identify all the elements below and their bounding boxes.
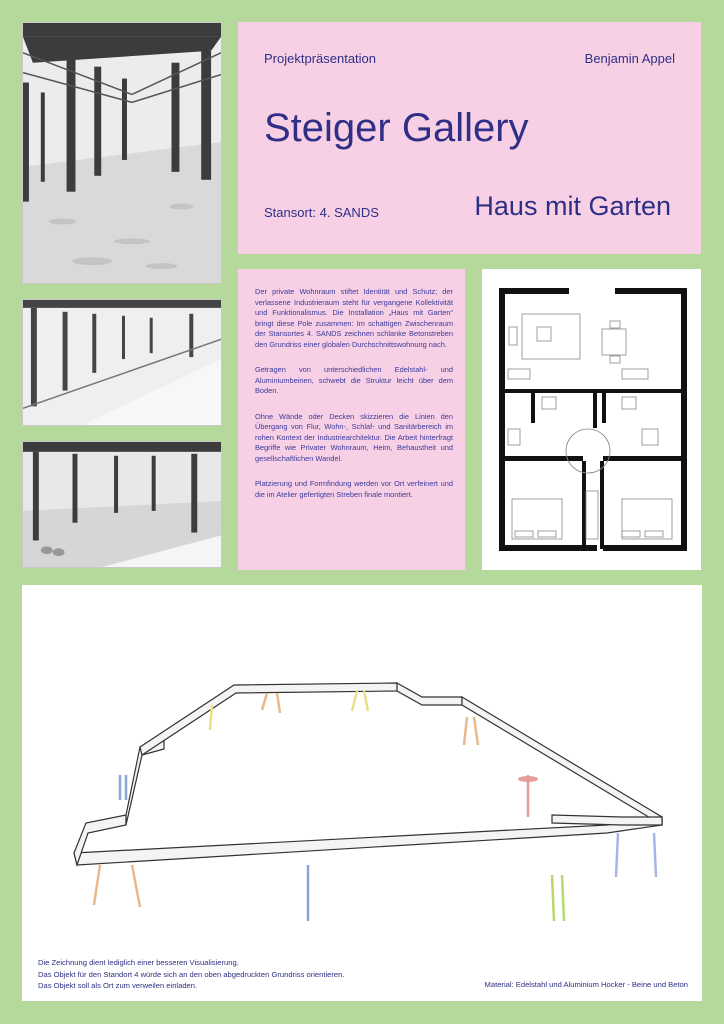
material-note: Material: Edelstahl und Aluminium Hocker - Beine und Beton: [484, 980, 688, 989]
floor-plan-drawing: [482, 269, 701, 570]
description-paragraph: Getragen von unterschiedlichen Edelstahl- und Aluminiumbeinen, schwebt die Struktur leicht über dem Boden.: [255, 365, 453, 395]
description-paragraph: Ohne Wände oder Decken skizzieren die Linien den Übergang von Flur, Wohn-, Schlaf- und Sanitärbereich im rohen Kontext der Industriearchitektur. Die Arbeit hinterfragt Begriffe wie Privater Wohnraum, Heim, Behaustheit und gesellschaftlichen Wandel.: [255, 411, 453, 463]
description-panel: [238, 269, 465, 570]
title-panel: [238, 22, 701, 254]
pier-photo-1: [22, 22, 222, 284]
sculpture-drawing-panel: [22, 585, 702, 1001]
presentation-label: Projektpräsentation: [264, 51, 377, 66]
author-name: Benjamin Appel: [584, 51, 675, 66]
drawing-note: Das Objekt soll als Ort zum verweilen einladen.: [38, 981, 198, 990]
project-subtitle: Haus mit Garten: [474, 191, 671, 221]
location-label: Stansort: 4. SANDS: [264, 205, 379, 220]
page-title: Steiger Gallery: [264, 106, 529, 150]
pier-photo-3: [22, 441, 222, 568]
pier-photo-2: [22, 299, 222, 426]
drawing-notes: [38, 957, 344, 992]
description-paragraph: Der private Wohnraum stiftet Identität und Schutz; der verlassene Industrieraum steht für vergangene Kollektivität und Funktionalismus. Die Installation „Haus mit Garten“ bringt diese Pole zusammen: Im schattigen Zwischenraum der Stansortes 4. SANDS zeichnen schlanke Betonstreben den Grundriss einer globalen Durchschnittswohnung nach.: [255, 287, 453, 349]
floor-plan-panel: [482, 269, 701, 570]
drawing-note: Das Objekt für den Standort 4 würde sich an den oben abgedruckten Grundriss orientieren.: [38, 969, 345, 979]
drawing-note: Die Zeichnung dient lediglich einer besseren Visualisierung.: [38, 958, 239, 967]
description-paragraph: Platzierung und Formfindung werden vor Ort verfeinert und die im Atelier gefertigten Streben finale montiert.: [255, 479, 453, 499]
sculpture-perspective-drawing: [22, 585, 702, 1001]
